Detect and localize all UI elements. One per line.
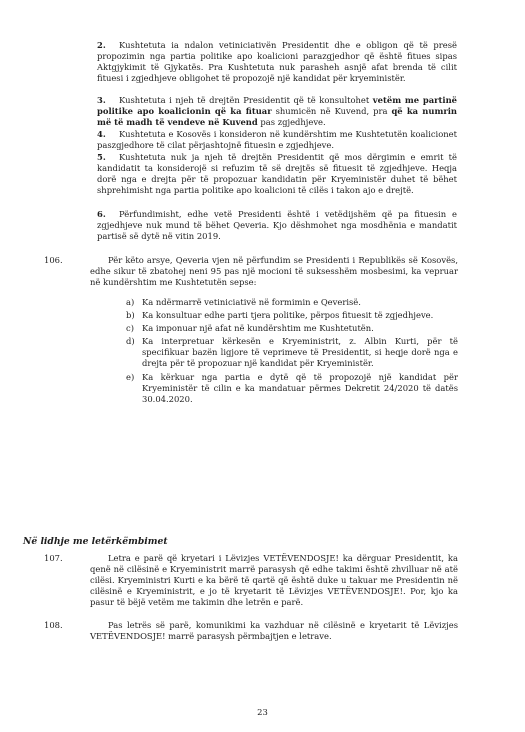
paragraph-number: 106. — [44, 255, 63, 265]
list-item-text: Ka konsultuar edhe parti tjera politike, përpos fituesit të zgjedhjeve. — [142, 310, 434, 321]
list-item — [126, 310, 458, 321]
list-item-text: Ka ndërmarrë vetiniciativë në formimin e Qeverisë. — [142, 297, 361, 307]
section-heading: Në lidhje me letërkëmbimet — [23, 536, 168, 547]
list-marker: e) — [126, 371, 135, 382]
point-text: Kushtetuta nuk ja njeh të drejtën Presidentit që mos dërgimin e emrit të kandidatit ta konsiderojë si refuzim të së drejtës së fituesit të zgjedhjeve. Heqja dorë nga e drejta për të propozuar kandidatin për Kryeministër duhet të bëhet shprehimisht nga partia politike apo koalicioni të cilës i takon ajo e drejtë. — [97, 152, 457, 196]
numbered-point — [97, 40, 457, 84]
point-text: Kushtetuta e Kosovës i konsideron në kundërshtim me Kushtetutën koalicionet paszgjedhore të cilat përjashtojnë fituesin e zgjedhjeve. — [97, 129, 457, 151]
point-text: Përfundimisht, edhe vetë Presidenti është i vetëdijshëm që pa fituesin e zgjedhjeve nuk mund të bëhet Qeveria. Kjo dëshmohet nga mosdhënia e mandatit partisë së dytë në vitin 2019. — [97, 209, 457, 242]
list-marker: a) — [126, 297, 135, 307]
list-item — [126, 372, 458, 405]
point-text: pas zgjedhjeve. — [257, 117, 326, 128]
numbered-point — [97, 209, 457, 242]
list-marker: d) — [126, 336, 135, 347]
list-marker: b) — [126, 310, 135, 321]
point-bold-text: vetëm me partinë politike apo koalicionin që ka fituar — [97, 95, 457, 117]
numbered-point — [97, 95, 457, 128]
point-number: 3. — [97, 95, 106, 105]
paragraph-text: Për këto arsye, Qeveria vjen në përfundim se Presidenti i Republikës së Kosovës, edhe sikur të zbatohej neni 95 pas një mocioni të suksesshëm mosbesimi, ka vepruar në kundërshtim me Kushtetutën sepse: — [90, 255, 458, 288]
point-text: Kushtetuta i njeh të drejtën Presidentit që të konsultohet — [119, 95, 373, 105]
paragraph-107 — [44, 553, 458, 608]
paragraph-number: 108. — [44, 620, 63, 630]
paragraph-number: 107. — [44, 553, 63, 563]
point-text: Kushtetuta ia ndalon vetiniciativën Presidentit dhe e obligon që të presë propozimin nga partia politike apo koalicioni parazgjedhor që është fitues sipas Aktgjykimit të Gjykatës. Pra Kushtetuta nuk parasheh asnjë afat brenda të cilit fituesi i zgjedhjeve obligohet të propozojë një kandidat për kryeministër. — [97, 40, 457, 84]
numbered-point — [97, 152, 457, 196]
point-number: 5. — [97, 152, 106, 162]
page-number: 23 — [257, 707, 268, 717]
paragraph-text: Letra e parë që kryetari i Lëvizjes VETËVENDOSJE! ka dërguar Presidentit, ka qenë në cilësinë e Kryeministrit marrë parasysh që edhe takimi është zhvilluar në atë cilësi. Kryeministri Kurti e ka bërë të qartë që është duke u takuar me Presidentin në cilësinë e Kryeministrit, e jo të kryetarit të Lëvizjes VETËVENDOSJE!. Por, kjo ka pasur të bëjë vetëm me takimin dhe letrën e parë. — [90, 553, 458, 608]
violations-list — [126, 297, 458, 407]
numbered-point — [97, 129, 457, 151]
list-item-text: Ka kërkuar nga partia e dytë që të propozojë një kandidat për Kryeministër të cilin e ka mandatuar përmes Dekretit 24/2020 të datës 30.04.2020. — [142, 371, 458, 404]
point-text: shumicën në Kuvend, pra — [271, 106, 392, 117]
list-marker: c) — [126, 323, 134, 334]
paragraph-106 — [44, 255, 458, 288]
list-item — [126, 323, 458, 334]
point-number: 4. — [97, 129, 106, 139]
list-item — [126, 336, 458, 369]
point-number: 6. — [97, 209, 106, 219]
point-number: 2. — [97, 40, 106, 50]
list-item-text: Ka imponuar një afat në kundërshtim me Kushtetutën. — [142, 323, 374, 334]
list-item-text: Ka interpretuar kërkesën e Kryeministrit, z. Albin Kurti, për të specifikuar bazën ligjore të veprimeve të Presidentit, si heqje dorë nga e drejta për të propozuar një kandidat për Kryeministër. — [142, 336, 458, 369]
list-item — [126, 297, 458, 308]
paragraph-text: Pas letrës së parë, komunikimi ka vazhduar në cilësinë e kryetarit të Lëvizjes VETËVENDOSJE! marrë parasysh përmbajtjen e letrave. — [90, 620, 458, 642]
point-bold-text: që ka numrin më të madh të vendeve në Kuvend — [97, 106, 458, 128]
paragraph-108 — [44, 620, 458, 642]
